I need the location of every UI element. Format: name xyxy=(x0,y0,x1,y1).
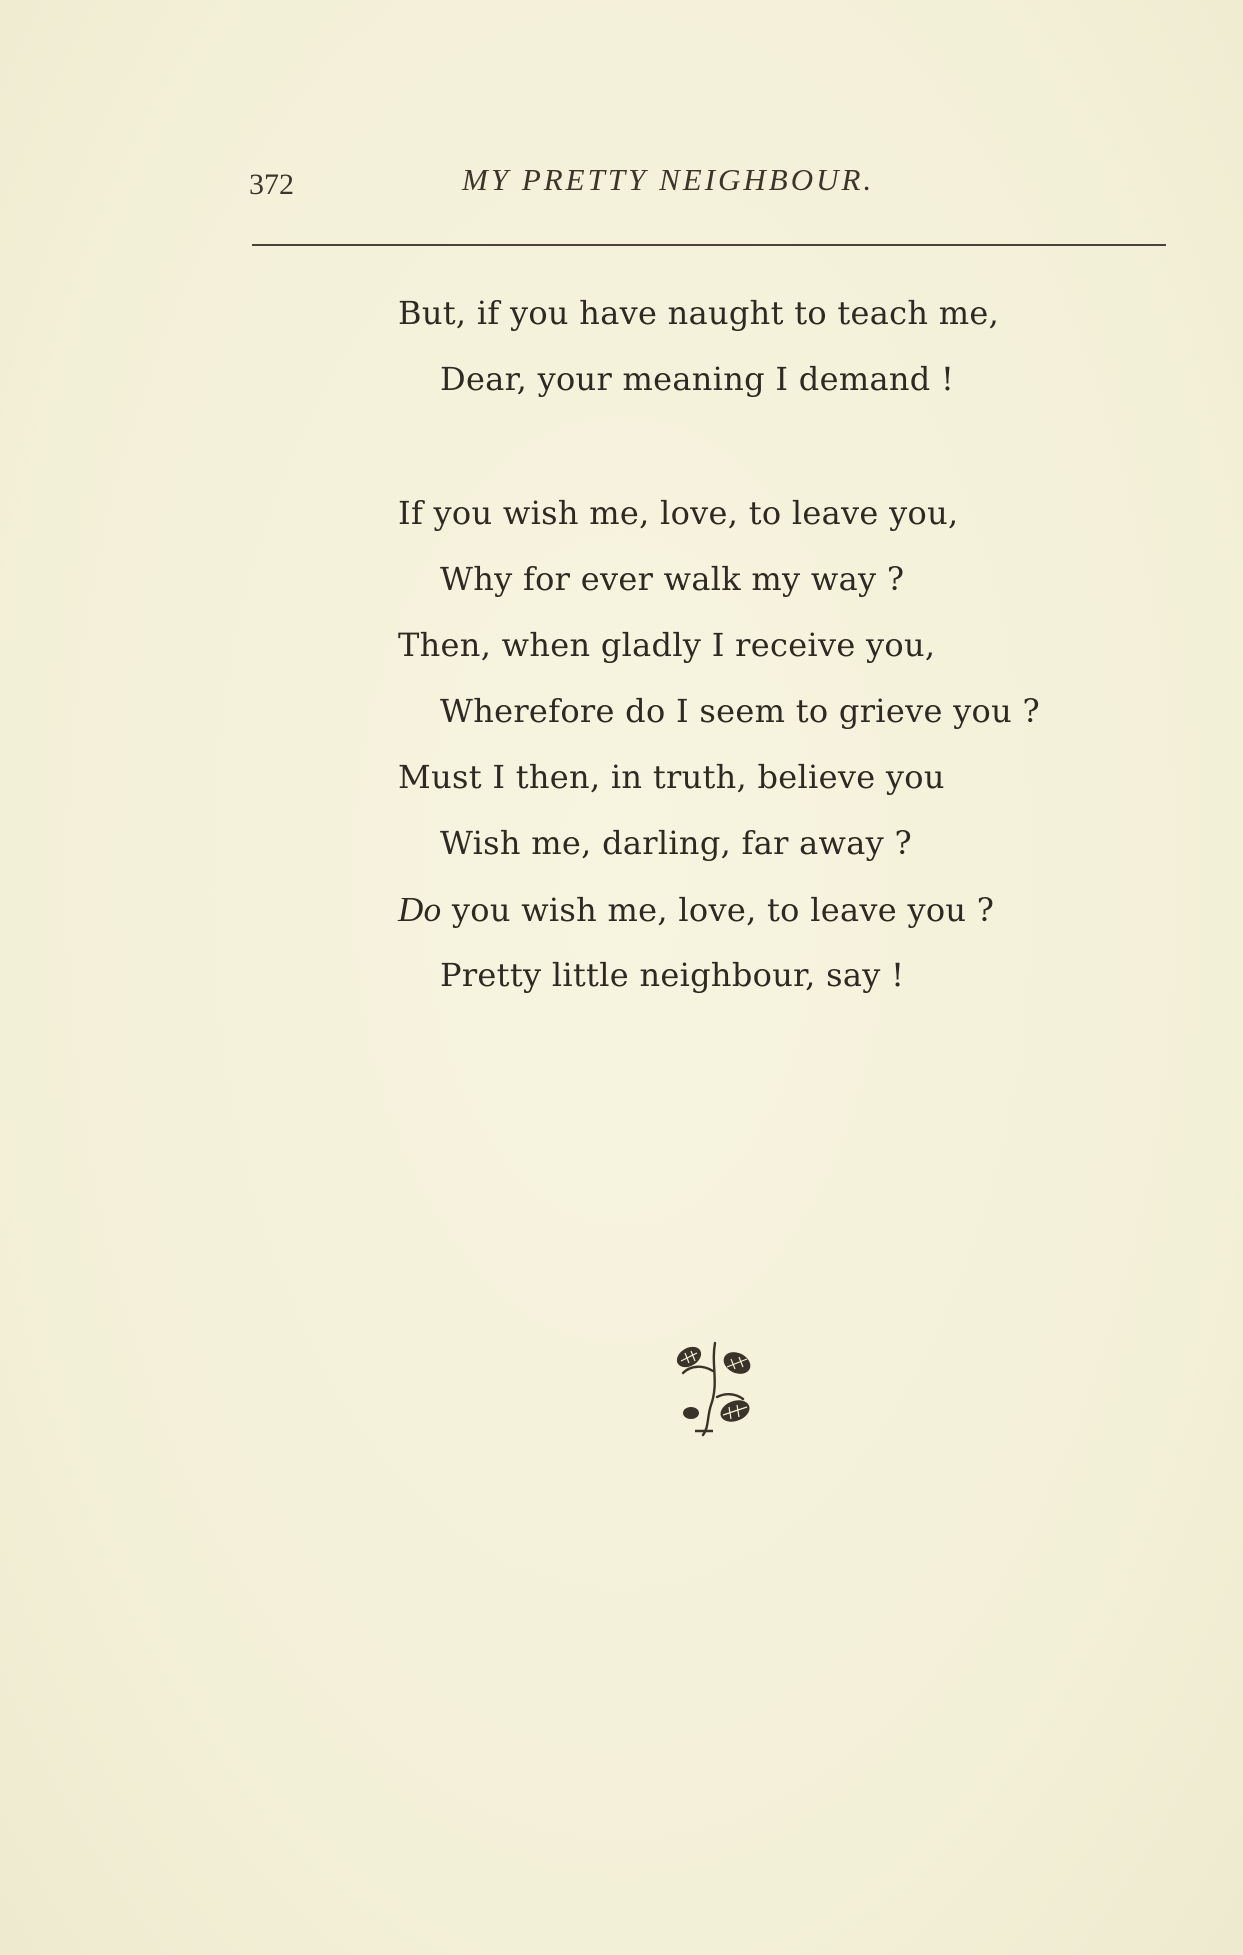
poem-line: Dear, your meaning I demand ! xyxy=(440,360,955,398)
header-rule xyxy=(252,244,1166,246)
poem-line: If you wish me, love, to leave you, xyxy=(398,494,959,532)
poem-line: Pretty little neighbour, say ! xyxy=(440,956,905,994)
poem-line: Then, when gladly I receive you, xyxy=(398,626,936,664)
poem-line-rest: you wish me, love, to leave you ? xyxy=(451,891,995,929)
floral-vine-ornament-icon xyxy=(665,1335,761,1440)
poem-line: But, if you have naught to teach me, xyxy=(398,294,1000,332)
page-number: 372 xyxy=(249,168,294,201)
poem-line: Wherefore do I seem to grieve you ? xyxy=(440,692,1040,730)
emphasis-word: Do xyxy=(398,890,442,929)
poem-line: Why for ever walk my way ? xyxy=(440,560,905,598)
poem-line-emphasis xyxy=(398,890,994,930)
poem-line: Wish me, darling, far away ? xyxy=(440,824,912,862)
poem-line: Must I then, in truth, believe you xyxy=(398,758,945,796)
running-head: MY PRETTY NEIGHBOUR. xyxy=(462,162,875,197)
